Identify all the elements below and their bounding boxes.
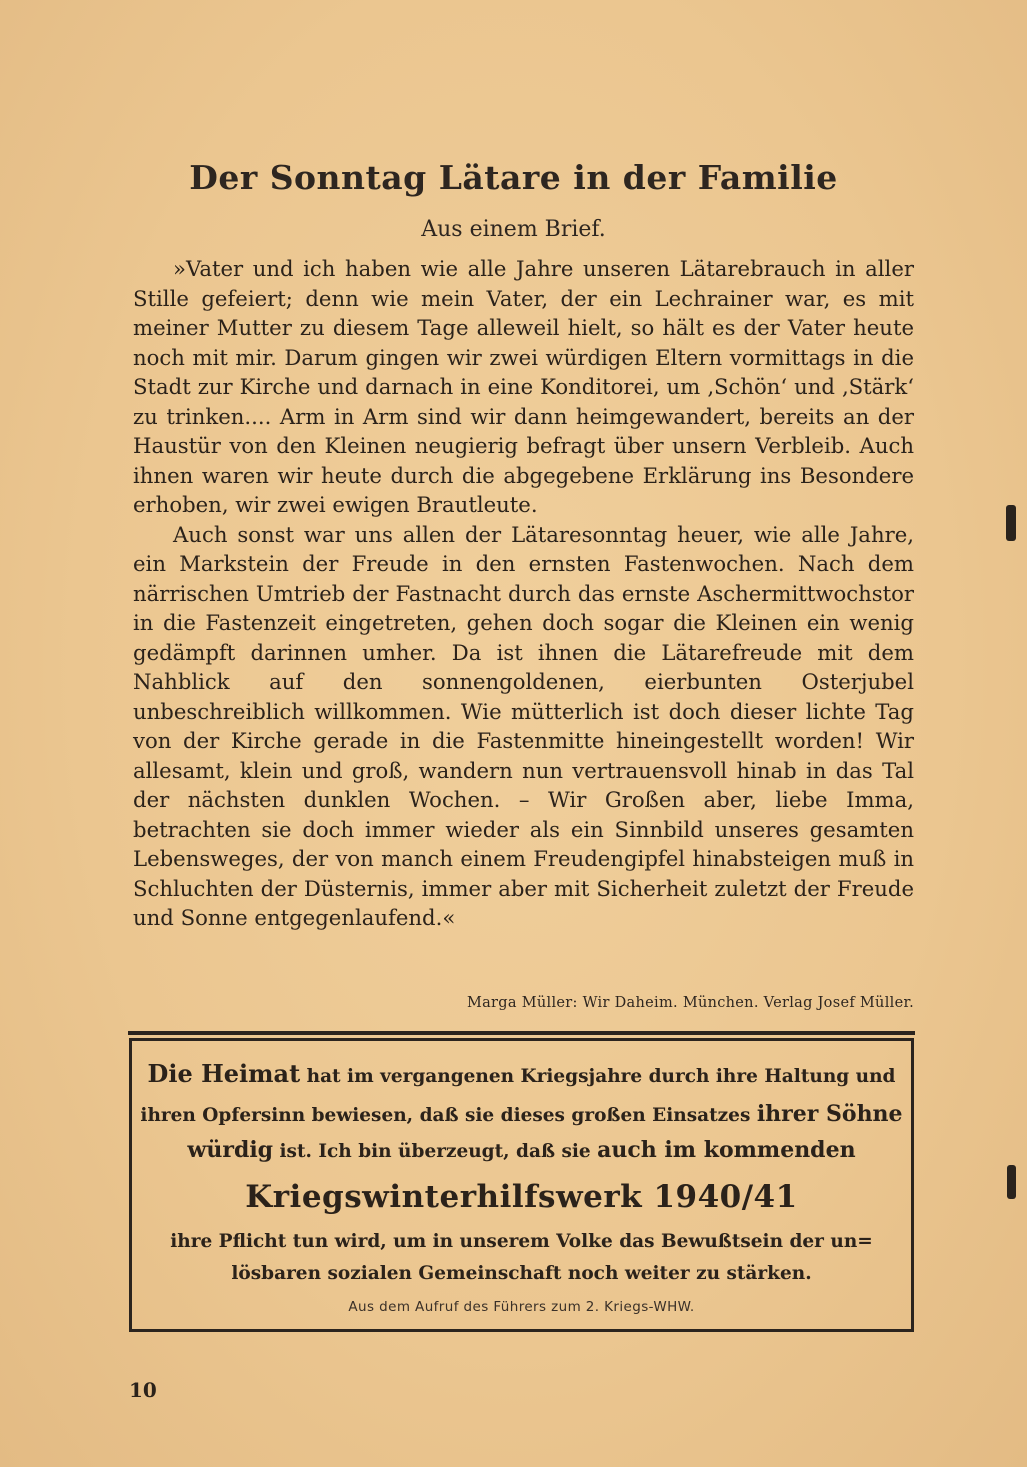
paragraph-1: »Vater und ich haben wie alle Jahre unseren Lätarebrauch in aller Stille gefeiert; denn wie mein Vater, der ein Lechrainer war, es mit meiner Mutter zu diesem Tage alleweil hielt, so hält es der Vater heute noch mit mir. Darum gingen wir zwei würdigen Eltern vormittags in die Stadt zur Kirche und darnach in eine Konditorei, um ‚Schön‘ und ‚Stärk‘ zu trinken.... Arm in Arm sind wir dann heimgewandert, bereits an der Haustür von den Kleinen neugierig befragt über unsern Verbleib. Auch ihnen waren wir heute durch die abgegebene Erklärung ins Besondere erhoben, wir zwei ewigen Brautleute. <box>133 256 914 517</box>
source-citation: Marga Müller: Wir Daheim. München. Verlag Josef Müller. <box>466 995 914 1011</box>
appeal-line-4: ihre Pflicht tun wird, um in unserem Volke das Bewußtsein der un= <box>170 1231 873 1252</box>
letter-body <box>133 254 914 933</box>
appeal-source: Aus dem Aufruf des Führers zum 2. Kriegs-WHW. <box>348 1299 695 1315</box>
appeal-line-3 <box>132 1137 911 1163</box>
appeal-line-2-text: ihren Opfersinn bewiesen, daß sie dieses großen Einsatzes <box>140 1105 757 1126</box>
appeal-line-1-text: hat im vergangenen Kriegsjahre durch ihre Haltung und <box>300 1066 896 1087</box>
paragraph-2: Auch sonst war uns allen der Lätaresonntag heuer, wie alle Jahre, ein Markstein der Freude in den ernsten Fastenwochen. Nach dem närrischen Umtrieb der Fastnacht durch das ernste Aschermittwochstor in die Fastenzeit eingetreten, gehen doch sogar die Kleinen ein wenig gedämpft darinnen umher. Da ist ihnen die Lätarefreude mit dem Nahblick auf den sonnengoldenen, eierbunten Osterjubel unbeschreiblich willkommen. Wie mütterlich ist doch dieser lichte Tag von der Kirche gerade in die Fastenmitte hineingestellt worden! Wir allesamt, klein und groß, wandern nun vertrauensvoll hinab in das Tal der nächsten dunklen Wochen. – Wir Großen aber, liebe Imma, betrachten sie doch immer wieder als ein Sinnbild unseres gesamten Lebensweges, der von manch einem Freudengipfel hinabsteigen muß in Schluchten der Düsternis, immer aber mit Sicherheit zuletzt der Freude und Sonne entgegenlaufend.« <box>133 521 914 930</box>
page-subtitle: Aus einem Brief. <box>421 217 606 242</box>
appeal-emphasis-kommenden: auch im kommenden <box>597 1137 856 1163</box>
appeal-line-2 <box>132 1101 911 1127</box>
divider-rule <box>128 1031 915 1035</box>
binding-mark-lower <box>1007 1165 1016 1199</box>
page-title: Der Sonntag Lätare in der Familie <box>189 158 838 197</box>
appeal-line-5: lösbaren sozialen Gemeinschaft noch weiter zu stärken. <box>231 1263 812 1284</box>
appeal-box <box>129 1038 914 1332</box>
appeal-heading: Kriegswinterhilfswerk 1940/41 <box>245 1179 798 1215</box>
page-number: 10 <box>129 1378 157 1402</box>
appeal-emphasis-heimat: Die Heimat <box>147 1059 301 1088</box>
appeal-emphasis-soehne: ihrer Söhne <box>756 1101 903 1127</box>
appeal-line-1 <box>132 1059 911 1088</box>
binding-mark-upper <box>1006 505 1016 541</box>
appeal-emphasis-wuerdig: würdig <box>187 1137 274 1163</box>
appeal-line-3-text: ist. Ich bin überzeugt, daß sie <box>273 1141 598 1162</box>
